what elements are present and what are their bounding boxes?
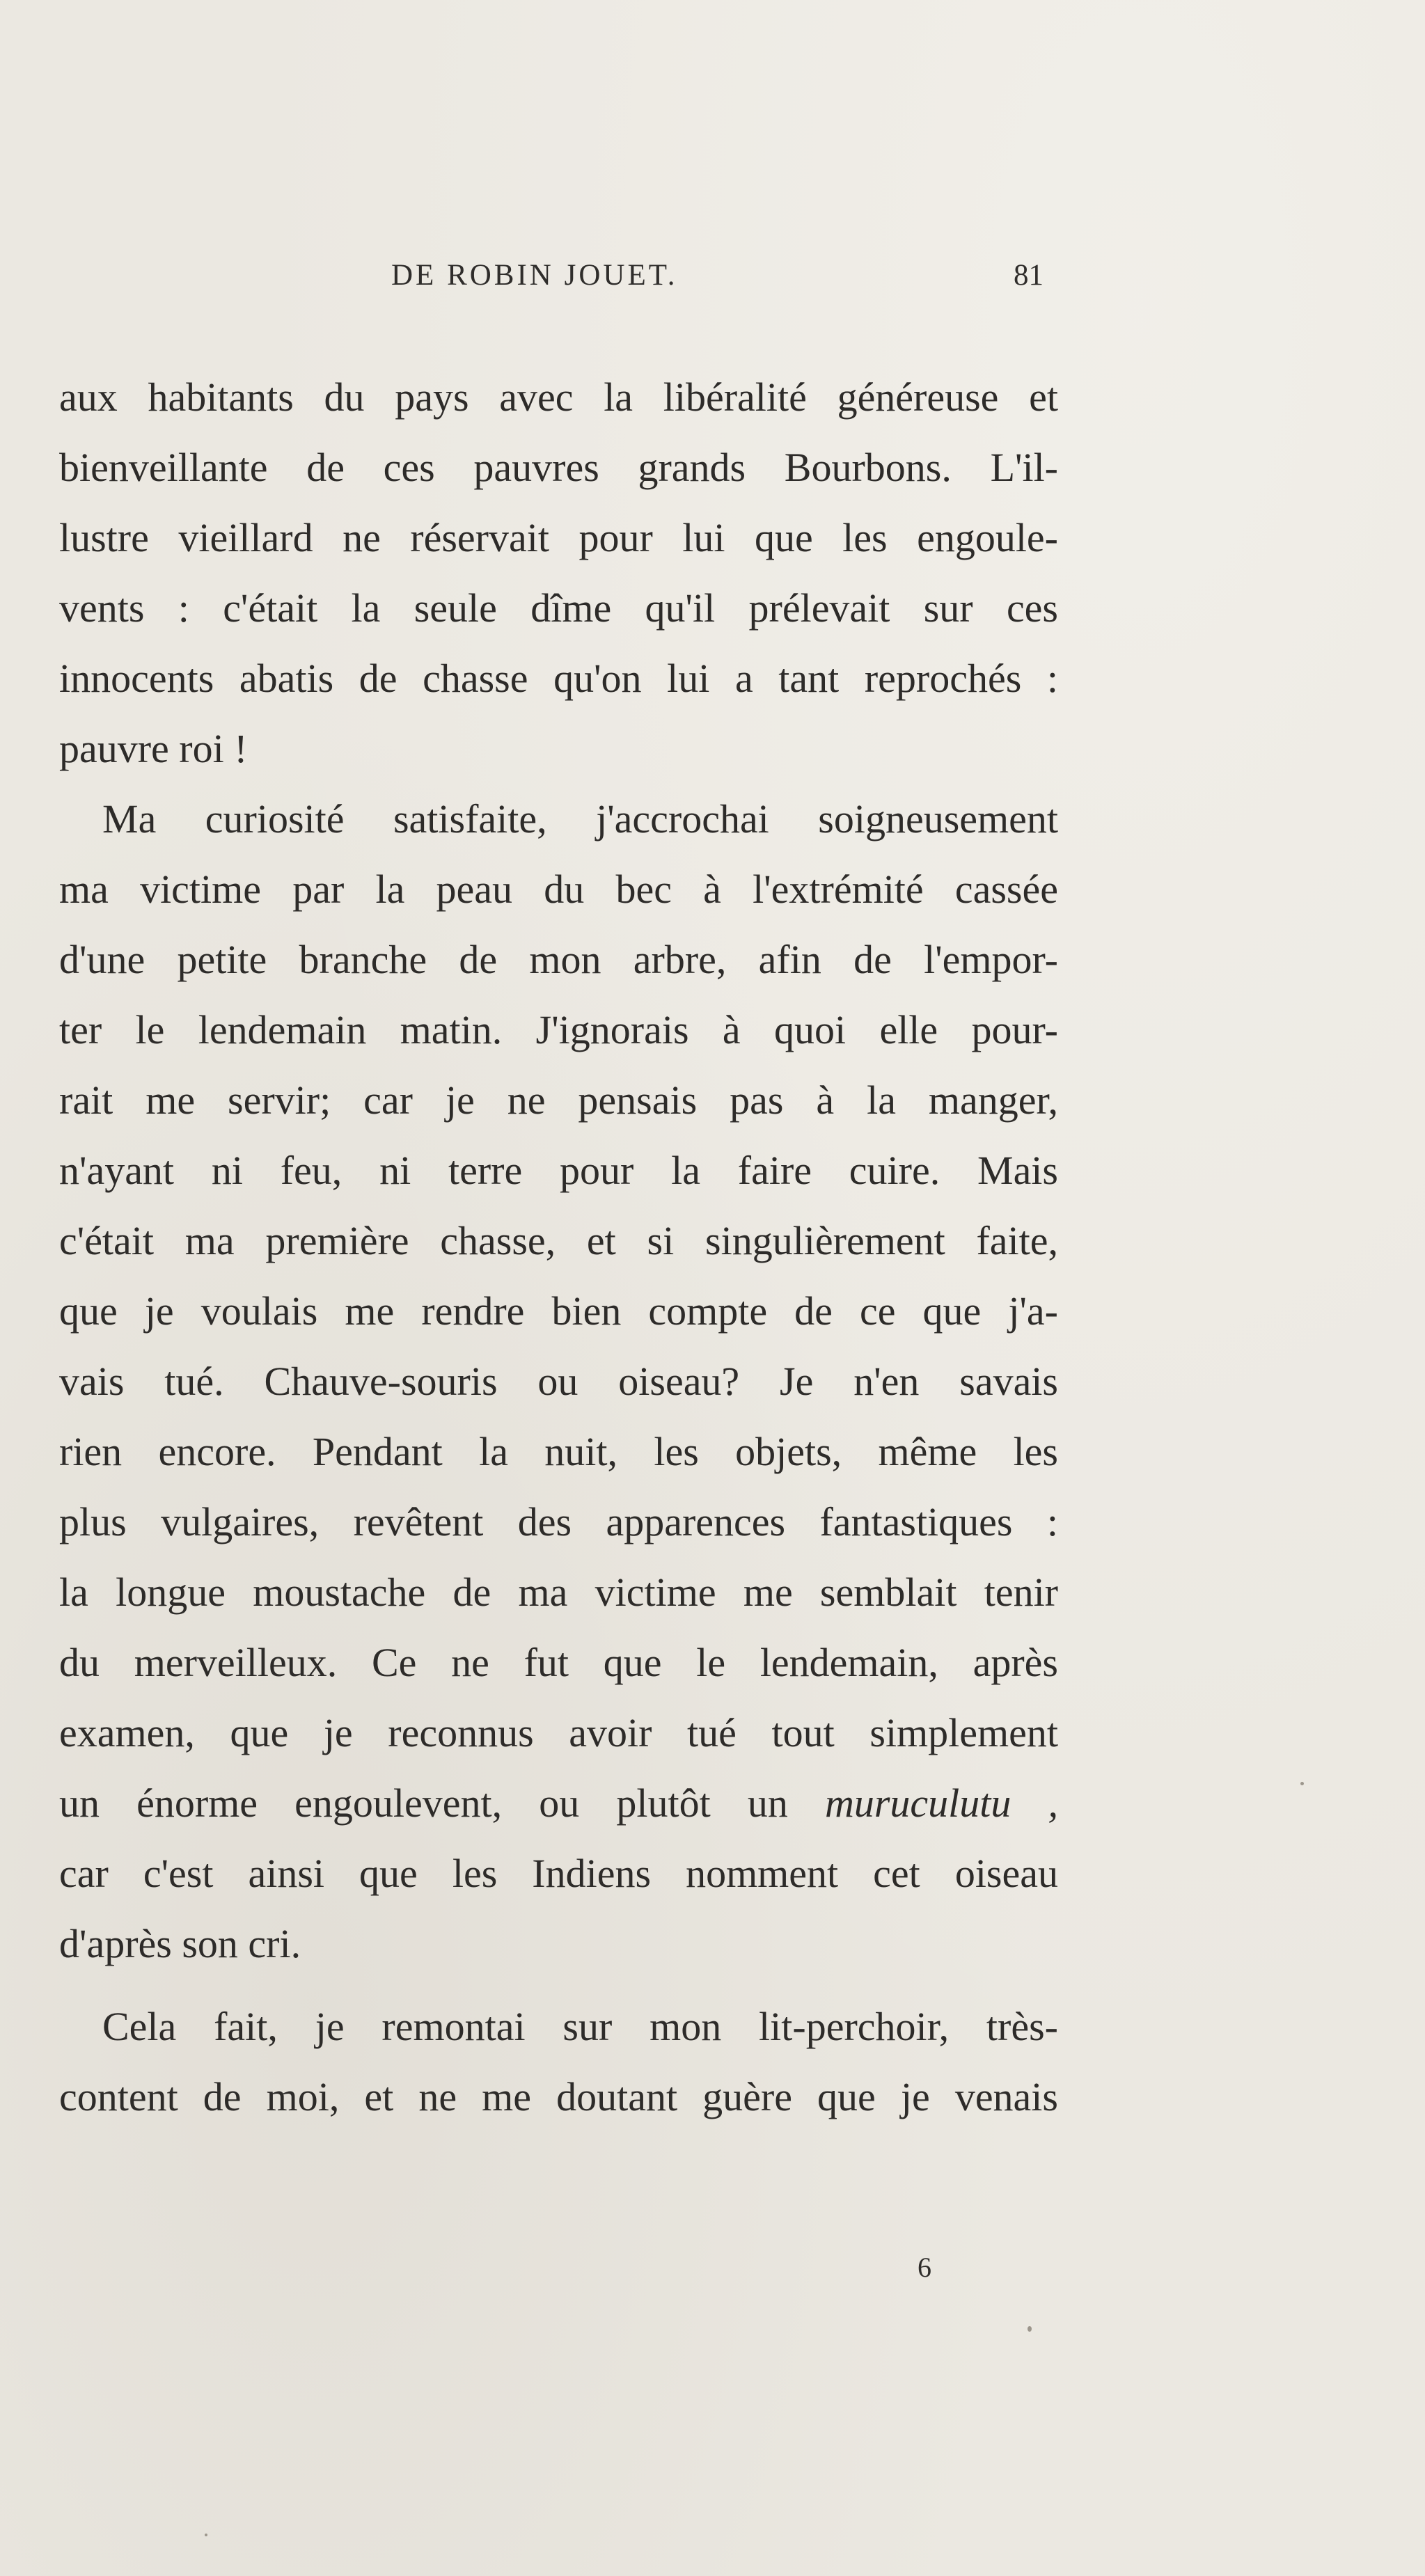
text-line: Ma curiosité satisfaite, j'accrochai soigneusement xyxy=(102,796,1058,841)
text-line: examen, que je reconnus avoir tué tout simplement xyxy=(59,1710,1058,1755)
text-line: innocents abatis de chasse qu'on lui a tant reprochés : xyxy=(59,656,1058,701)
text-line: du merveilleux. Ce ne fut que le lendemain, après xyxy=(59,1640,1058,1685)
page-number: 81 xyxy=(1014,259,1044,292)
italic-term: muruculutu , xyxy=(824,1780,1058,1826)
body-text xyxy=(59,362,1058,2132)
text-line: que je voulais me rendre bien compte de ce que j'a- xyxy=(59,1288,1058,1334)
text-line: lustre vieillard ne réservait pour lui que les engoule- xyxy=(59,515,1058,560)
text-line: la longue moustache de ma victime me semblait tenir xyxy=(59,1570,1058,1615)
text-line: vents : c'était la seule dîme qu'il prélevait sur ces xyxy=(59,585,1058,631)
text-line: content de moi, et ne me doutant guère que je venais xyxy=(59,2074,1058,2119)
text-line: rien encore. Pendant la nuit, les objets, même les xyxy=(59,1429,1058,1474)
text-line: car c'est ainsi que les Indiens nomment cet oiseau xyxy=(59,1851,1058,1896)
text-line: ma victime par la peau du bec à l'extrémité cassée xyxy=(59,867,1058,912)
text-line: c'était ma première chasse, et si singulièrement faite, xyxy=(59,1218,1058,1263)
text-line: ter le lendemain matin. J'ignorais à quoi elle pour- xyxy=(59,1007,1058,1052)
paper-speck xyxy=(1028,2326,1032,2332)
paper-speck xyxy=(205,2534,207,2536)
text-line: bienveillante de ces pauvres grands Bourbons. L'il- xyxy=(59,445,1058,490)
text-line: d'après son cri. xyxy=(59,1921,301,1966)
paper-speck xyxy=(1300,1782,1304,1785)
text-line-roman: un énorme engoulevent, ou plutôt un xyxy=(59,1780,788,1826)
text-line: aux habitants du pays avec la libéralité généreuse et xyxy=(59,374,1058,420)
text-line: rait me servir; car je ne pensais pas à la manger, xyxy=(59,1077,1058,1123)
signature-mark: 6 xyxy=(918,2252,931,2283)
text-line: vais tué. Chauve-souris ou oiseau? Je n'en savais xyxy=(59,1359,1058,1404)
text-line: Cela fait, je remontai sur mon lit-perchoir, très- xyxy=(102,2004,1058,2049)
text-line xyxy=(59,1768,1058,1838)
running-head: DE ROBIN JOUET. xyxy=(391,259,678,292)
text-line: plus vulgaires, revêtent des apparences fantastiques : xyxy=(59,1499,1058,1544)
text-line: n'ayant ni feu, ni terre pour la faire cuire. Mais xyxy=(59,1148,1058,1193)
text-line: pauvre roi ! xyxy=(59,726,248,771)
text-line: d'une petite branche de mon arbre, afin de l'empor- xyxy=(59,937,1058,982)
